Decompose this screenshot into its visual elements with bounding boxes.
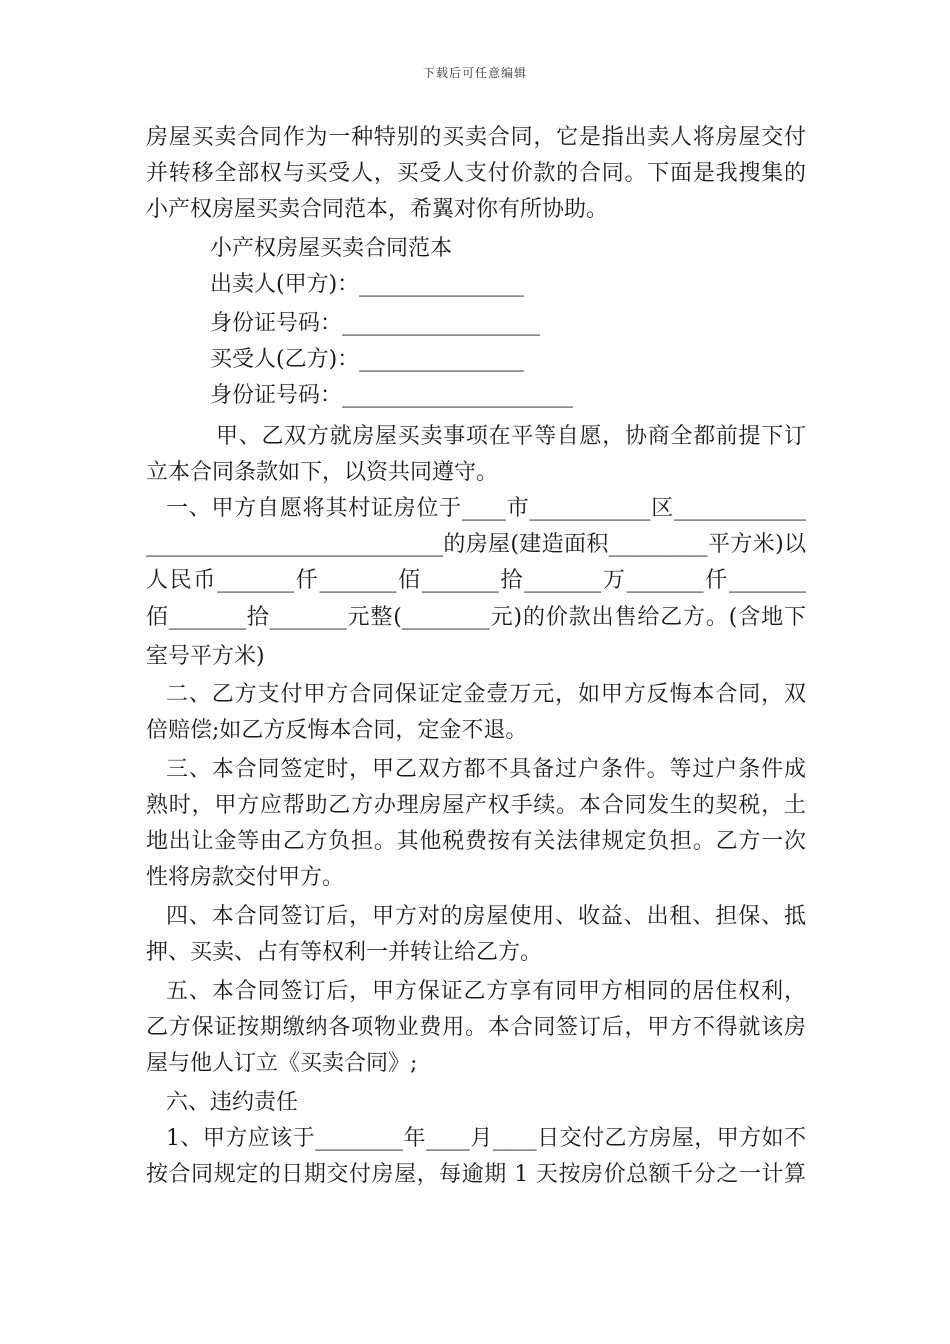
clause-3-line: 性将房款交付甲方。 <box>146 865 345 890</box>
clause-2-line: 二、乙方支付甲方合同保证定金壹万元，如甲方反悔本合同，双 <box>166 682 806 707</box>
buyer-id-field: 身份证号码：_____________________ <box>210 383 574 408</box>
clause-3-line: 地出让金等由乙方负担。其他税费按有关法律规定负担。乙方一次 <box>146 829 806 854</box>
paragraph-line: 房屋买卖合同作为一种特别的买卖合同，它是指出卖人将房屋交付 <box>146 125 806 150</box>
page-header: 下载后可任意编辑 <box>422 66 527 80</box>
clause-1-line: 人民币_______仟_______佰_______拾_______万_______仟_______ <box>146 568 806 593</box>
clause-3-line: 三、本合同签定时，甲乙双方都不具备过户条件。等过户条件成 <box>166 757 806 782</box>
clause-1-line: ___________________________的房屋(建造面积_________平方米)以 <box>146 532 806 557</box>
clause-1-line: 室号平方米) <box>146 644 265 669</box>
clause-4-line: 四、本合同签订后，甲方对的房屋使用、收益、出租、担保、抵 <box>166 904 806 929</box>
clause-1-line: 一、甲方自愿将其村证房位于____市___________区____________ <box>166 496 806 521</box>
paragraph-line: 并转移全部权与买受人，买受人支付价款的合同。下面是我搜集的 <box>146 161 806 186</box>
clause-4-line: 押、买卖、占有等权利一并转让给乙方。 <box>146 940 543 965</box>
clause-6-line: 按合同规定的日期交付房屋，每逾期 1 天按房价总额千分之一计算 <box>146 1162 806 1187</box>
clause-5-line: 乙方保证按期缴纳各项物业费用。本合同签订后，甲方不得就该房 <box>146 1015 806 1040</box>
clause-1-line: 佰_______拾_______元整(________元)的价款出售给乙方。(含地下 <box>146 605 806 630</box>
clause-5-line: 五、本合同签订后，甲方保证乙方享有同甲方相同的居住权利， <box>166 979 806 1004</box>
seller-id-field: 身份证号码：__________________ <box>210 311 541 336</box>
paragraph-line: 甲、乙双方就房屋买卖事项在平等自愿，协商全都前提下订 <box>216 424 806 449</box>
clause-6-line: 1、甲方应该于________年____月____日交付乙方房屋，甲方如不 <box>166 1126 806 1151</box>
buyer-field: 买受人(乙方)：_______________ <box>210 347 525 372</box>
clause-2-line: 倍赔偿;如乙方反悔本合同，定金不退。 <box>146 718 528 743</box>
paragraph-line: 立本合同条款如下，以资共同遵守。 <box>146 460 499 485</box>
paragraph-line: 小产权房屋买卖合同范本，希翼对你有所协助。 <box>146 197 609 222</box>
clause-3-line: 熟时，甲方应帮助乙方办理房屋产权手续。本合同发生的契税，土 <box>146 793 806 818</box>
section-heading: 六、违约责任 <box>166 1090 299 1115</box>
seller-field: 出卖人(甲方)：_______________ <box>210 272 525 297</box>
document-title: 小产权房屋买卖合同范本 <box>210 236 453 261</box>
clause-5-line: 屋与他人订立《买卖合同》; <box>146 1051 418 1076</box>
